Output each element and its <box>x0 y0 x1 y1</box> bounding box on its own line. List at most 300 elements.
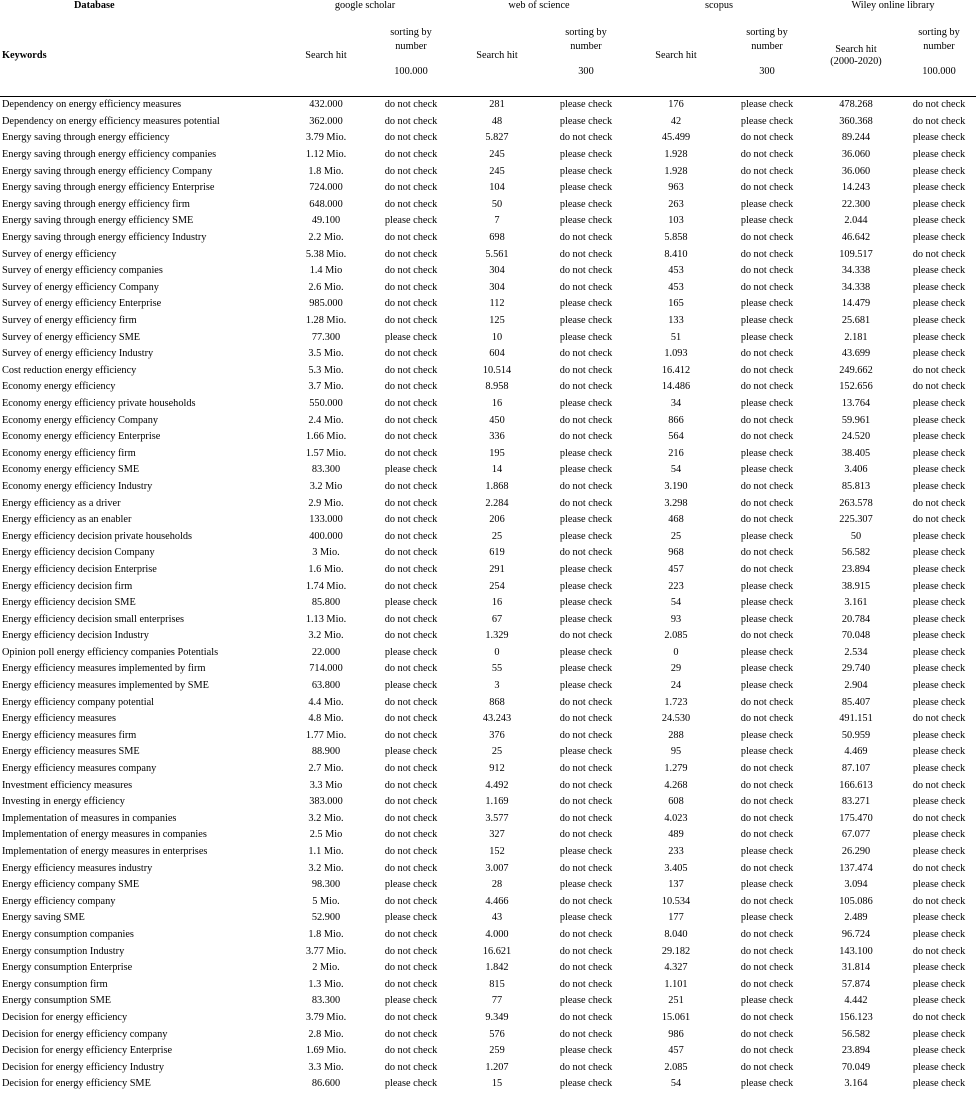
web-of-science-sorting-cell: please check <box>559 149 613 161</box>
web-of-science-hits-cell: 604 <box>489 348 505 360</box>
wiley-sorting-cell: please check <box>912 928 966 940</box>
table-row <box>0 445 976 462</box>
google-scholar-hits-cell: 1.4 Mio <box>309 265 343 277</box>
wiley-sorting-cell: do not check <box>912 862 966 874</box>
wiley-sorting-cell: please check <box>912 563 966 575</box>
google-scholar-hits-cell: 86.600 <box>311 1078 341 1090</box>
table-row <box>0 313 976 330</box>
wiley-hits-cell: 89.244 <box>841 132 871 144</box>
web-of-science-hits-cell: 4.492 <box>485 779 509 791</box>
scopus-hits-cell: 24.530 <box>661 713 691 725</box>
web-of-science-hits-cell: 304 <box>489 265 505 277</box>
wiley-hits-cell: 50.959 <box>841 729 871 741</box>
web-of-science-hits-cell: 10.514 <box>482 364 512 376</box>
web-of-science-hits-cell: 43.243 <box>482 713 512 725</box>
scopus-sorting-cell: do not check <box>740 381 794 393</box>
web-of-science-hits-cell: 77 <box>491 995 503 1007</box>
web-of-science-hits-cell: 281 <box>489 99 505 111</box>
wiley-hits-cell: 2.181 <box>844 331 868 343</box>
table-row <box>0 844 976 861</box>
web-of-science-sorting-cell: do not check <box>559 630 613 642</box>
wiley-sorting-cell: please check <box>912 480 966 492</box>
wiley-sorting-cell: please check <box>912 315 966 327</box>
google-scholar-sorting-cell: do not check <box>384 1061 438 1073</box>
google-scholar-sorting-cell: please check <box>384 646 438 658</box>
wiley-sorting-cell: do not check <box>912 115 966 127</box>
wiley-sorting-cell: please check <box>912 646 966 658</box>
table-row <box>0 993 976 1010</box>
wiley-sorting-cell: please check <box>912 995 966 1007</box>
google-scholar-sorting-cell: do not check <box>384 497 438 509</box>
wiley-hits-cell: 31.814 <box>841 962 871 974</box>
wiley-hits-cell: 156.123 <box>839 1011 873 1023</box>
wiley-hits-cell: 70.048 <box>841 630 871 642</box>
web-of-science-hits-cell: 206 <box>489 514 505 526</box>
wiley-hits-cell: 24.520 <box>841 431 871 443</box>
table-row <box>0 528 976 545</box>
scopus-sorting-cell: please check <box>740 879 794 891</box>
keyword-cell: Energy efficiency decision Enterprise <box>2 563 157 575</box>
keyword-cell: Decision for energy efficiency SME <box>2 1078 151 1090</box>
google-scholar-sorting-cell: do not check <box>384 895 438 907</box>
keyword-cell: Energy efficiency measures company <box>2 763 157 775</box>
web-of-science-sorting-cell: do not check <box>559 1028 613 1040</box>
table-row <box>0 114 976 131</box>
google-scholar-sorting-cell: do not check <box>384 663 438 675</box>
scopus-hits-cell: 42 <box>670 115 682 127</box>
google-scholar-sorting-cell: do not check <box>384 563 438 575</box>
database-scopus: scopus <box>704 0 734 11</box>
web-of-science-sorting-cell: please check <box>559 646 613 658</box>
web-of-science-hits-cell: 1.842 <box>485 962 509 974</box>
table-row <box>0 412 976 429</box>
google-scholar-sorting-cell: please check <box>384 215 438 227</box>
scopus-hits-cell: 2.085 <box>664 630 688 642</box>
scopus-sorting-cell: do not check <box>740 796 794 808</box>
google-scholar-sorting-cell: do not check <box>384 779 438 791</box>
wiley-sorting-cell: do not check <box>912 381 966 393</box>
wiley-hits-cell: 26.290 <box>841 846 871 858</box>
sorting-threshold: 100.000 <box>394 66 428 77</box>
web-of-science-hits-cell: 576 <box>489 1028 505 1040</box>
google-scholar-hits-cell: 83.300 <box>311 464 341 476</box>
keyword-cell: Energy saving through energy efficiency SME <box>2 215 194 227</box>
google-scholar-sorting-cell: do not check <box>384 829 438 841</box>
google-scholar-hits-cell: 3.2 Mio. <box>308 862 344 874</box>
wiley-hits-cell: 22.300 <box>841 198 871 210</box>
keyword-cell: Survey of energy efficiency companies <box>2 265 163 277</box>
google-scholar-hits-cell: 1.69 Mio. <box>305 1045 347 1057</box>
scopus-sorting-cell: please check <box>740 397 794 409</box>
scopus-sorting-cell: do not check <box>740 514 794 526</box>
keyword-cell: Energy efficiency company <box>2 895 116 907</box>
web-of-science-sorting-cell: do not check <box>559 862 613 874</box>
sorting-threshold: 300 <box>759 66 775 77</box>
keyword-cell: Energy consumption Enterprise <box>2 962 133 974</box>
web-of-science-hits-cell: 327 <box>489 829 505 841</box>
web-of-science-sorting-cell: please check <box>559 115 613 127</box>
wiley-sorting-cell: do not check <box>912 248 966 260</box>
table-row <box>0 578 976 595</box>
wiley-hits-cell: 14.243 <box>841 182 871 194</box>
table-row <box>0 827 976 844</box>
google-scholar-sorting-cell: do not check <box>384 414 438 426</box>
scopus-sorting-cell: please check <box>740 613 794 625</box>
wiley-sorting-cell: please check <box>912 132 966 144</box>
wiley-sorting-cell: do not check <box>912 514 966 526</box>
table-row <box>0 545 976 562</box>
google-scholar-sorting-cell: do not check <box>384 165 438 177</box>
table-row <box>0 744 976 761</box>
scopus-hits-cell: 564 <box>668 431 684 443</box>
scopus-hits-cell: 10.534 <box>661 895 691 907</box>
wiley-hits-cell: 3.164 <box>844 1078 868 1090</box>
google-scholar-hits-cell: 1.6 Mio. <box>308 563 344 575</box>
google-scholar-sorting-cell: please check <box>384 331 438 343</box>
google-scholar-hits-cell: 3.2 Mio. <box>308 812 344 824</box>
scopus-hits-cell: 1.101 <box>664 978 688 990</box>
web-of-science-hits-cell: 259 <box>489 1045 505 1057</box>
web-of-science-sorting-cell: please check <box>559 198 613 210</box>
wiley-hits-cell: 34.338 <box>841 281 871 293</box>
google-scholar-hits-cell: 5.3 Mio. <box>308 364 344 376</box>
scopus-hits-cell: 54 <box>670 1078 682 1090</box>
wiley-hits-cell: 85.407 <box>841 696 871 708</box>
scopus-hits-cell: 288 <box>668 729 684 741</box>
web-of-science-sorting-cell: please check <box>559 1078 613 1090</box>
google-scholar-hits-cell: 1.28 Mio. <box>305 315 347 327</box>
google-scholar-hits-cell: 985.000 <box>309 298 343 310</box>
scopus-hits-cell: 216 <box>668 447 684 459</box>
wiley-sorting-cell: do not check <box>912 895 966 907</box>
wiley-hits-cell: 225.307 <box>839 514 873 526</box>
wiley-hits-cell: 2.534 <box>844 646 868 658</box>
web-of-science-hits-cell: 376 <box>489 729 505 741</box>
scopus-hits-cell: 93 <box>670 613 682 625</box>
wiley-hits-cell: 56.582 <box>841 547 871 559</box>
google-scholar-sorting-cell: do not check <box>384 348 438 360</box>
web-of-science-sorting-cell: do not check <box>559 796 613 808</box>
google-scholar-sorting-cell: do not check <box>384 381 438 393</box>
search-hit-header: Search hit <box>628 16 724 97</box>
scopus-sorting-cell: do not check <box>740 630 794 642</box>
web-of-science-hits-cell: 14 <box>491 464 503 476</box>
scopus-sorting-cell: please check <box>740 729 794 741</box>
web-of-science-hits-cell: 1.329 <box>485 630 509 642</box>
wiley-hits-cell: 360.368 <box>839 115 873 127</box>
keyword-cell: Investment efficiency measures <box>2 779 133 791</box>
google-scholar-hits-cell: 1.77 Mio. <box>305 729 347 741</box>
wiley-hits-cell: 23.894 <box>841 563 871 575</box>
wiley-sorting-cell: please check <box>912 198 966 210</box>
google-scholar-sorting-cell: do not check <box>384 978 438 990</box>
table-row <box>0 860 976 877</box>
google-scholar-sorting-cell: do not check <box>384 580 438 592</box>
scopus-hits-cell: 457 <box>668 563 684 575</box>
web-of-science-sorting-cell: do not check <box>559 1061 613 1073</box>
google-scholar-hits-cell: 1.66 Mio. <box>305 431 347 443</box>
table-row <box>0 246 976 263</box>
google-scholar-sorting-cell: do not check <box>384 962 438 974</box>
web-of-science-sorting-cell: do not check <box>559 348 613 360</box>
scopus-sorting-cell: do not check <box>740 563 794 575</box>
keyword-cell: Energy saving through energy efficiency Company <box>2 165 213 177</box>
keyword-cell: Decision for energy efficiency Industry <box>2 1061 165 1073</box>
table-row <box>0 329 976 346</box>
scopus-hits-cell: 608 <box>668 796 684 808</box>
web-of-science-hits-cell: 152 <box>489 846 505 858</box>
scopus-hits-cell: 29 <box>670 663 682 675</box>
table-row <box>0 595 976 612</box>
scopus-hits-cell: 233 <box>668 846 684 858</box>
google-scholar-sorting-cell: do not check <box>384 530 438 542</box>
scopus-sorting-cell: please check <box>740 646 794 658</box>
web-of-science-sorting-cell: do not check <box>559 713 613 725</box>
web-of-science-hits-cell: 125 <box>489 315 505 327</box>
google-scholar-hits-cell: 5 Mio. <box>312 895 340 907</box>
google-scholar-sorting-cell: do not check <box>384 132 438 144</box>
wiley-sorting-cell: please check <box>912 165 966 177</box>
keyword-cell: Survey of energy efficiency Industry <box>2 348 154 360</box>
keyword-cell: Energy efficiency company potential <box>2 696 155 708</box>
scopus-sorting-cell: do not check <box>740 713 794 725</box>
scopus-sorting-cell: please check <box>740 331 794 343</box>
web-of-science-hits-cell: 7 <box>494 215 500 227</box>
web-of-science-sorting-cell: please check <box>559 1045 613 1057</box>
table-row <box>0 628 976 645</box>
google-scholar-hits-cell: 1.3 Mio. <box>308 978 344 990</box>
table-row <box>0 645 976 662</box>
keyword-cell: Energy efficiency decision Company <box>2 547 155 559</box>
google-scholar-hits-cell: 2.9 Mio. <box>308 497 344 509</box>
google-scholar-hits-cell: 383.000 <box>309 796 343 808</box>
sorting-header: sorting by number 100.000 <box>902 16 976 97</box>
wiley-hits-cell: 3.161 <box>844 597 868 609</box>
google-scholar-sorting-cell: do not check <box>384 945 438 957</box>
web-of-science-sorting-cell: please check <box>559 315 613 327</box>
wiley-sorting-cell: please check <box>912 215 966 227</box>
scopus-hits-cell: 45.499 <box>661 132 691 144</box>
google-scholar-hits-cell: 5.38 Mio. <box>305 248 347 260</box>
keyword-cell: Energy efficiency measures implemented by firm <box>2 663 206 675</box>
google-scholar-sorting-cell: do not check <box>384 115 438 127</box>
google-scholar-sorting-cell: do not check <box>384 397 438 409</box>
table-row <box>0 960 976 977</box>
web-of-science-sorting-cell: do not check <box>559 928 613 940</box>
table-row <box>0 761 976 778</box>
wiley-sorting-cell: please check <box>912 1078 966 1090</box>
scopus-sorting-cell: do not check <box>740 547 794 559</box>
table-row <box>0 363 976 380</box>
google-scholar-hits-cell: 1.1 Mio. <box>308 846 344 858</box>
google-scholar-sorting-cell: do not check <box>384 630 438 642</box>
google-scholar-hits-cell: 1.74 Mio. <box>305 580 347 592</box>
keyword-cell: Economy energy efficiency private households <box>2 397 196 409</box>
web-of-science-hits-cell: 16.621 <box>482 945 512 957</box>
keyword-cell: Energy saving SME <box>2 912 85 924</box>
table-row <box>0 1059 976 1076</box>
web-of-science-hits-cell: 245 <box>489 149 505 161</box>
google-scholar-hits-cell: 98.300 <box>311 879 341 891</box>
wiley-sorting-cell: please check <box>912 431 966 443</box>
google-scholar-hits-cell: 3.79 Mio. <box>305 1011 347 1023</box>
keyword-cell: Economy energy efficiency Company <box>2 414 159 426</box>
wiley-hits-cell: 166.613 <box>839 779 873 791</box>
scopus-sorting-cell: do not check <box>740 928 794 940</box>
wiley-hits-cell: 263.578 <box>839 497 873 509</box>
scopus-hits-cell: 986 <box>668 1028 684 1040</box>
web-of-science-hits-cell: 195 <box>489 447 505 459</box>
web-of-science-sorting-cell: please check <box>559 165 613 177</box>
google-scholar-hits-cell: 2.2 Mio. <box>308 232 344 244</box>
google-scholar-hits-cell: 724.000 <box>309 182 343 194</box>
web-of-science-hits-cell: 16 <box>491 597 503 609</box>
scopus-hits-cell: 4.327 <box>664 962 688 974</box>
web-of-science-hits-cell: 912 <box>489 763 505 775</box>
wiley-sorting-cell: please check <box>912 447 966 459</box>
google-scholar-hits-cell: 88.900 <box>311 746 341 758</box>
wiley-sorting-cell: do not check <box>912 812 966 824</box>
web-of-science-sorting-cell: please check <box>559 215 613 227</box>
table-row <box>0 678 976 695</box>
web-of-science-hits-cell: 4.466 <box>485 895 509 907</box>
table-row <box>0 976 976 993</box>
wiley-hits-cell: 3.094 <box>844 879 868 891</box>
web-of-science-hits-cell: 4.000 <box>485 928 509 940</box>
google-scholar-hits-cell: 2.5 Mio <box>309 829 343 841</box>
wiley-hits-cell: 87.107 <box>841 763 871 775</box>
wiley-sorting-cell: please check <box>912 630 966 642</box>
google-scholar-hits-cell: 22.000 <box>311 646 341 658</box>
google-scholar-sorting-cell: do not check <box>384 928 438 940</box>
google-scholar-sorting-cell: do not check <box>384 480 438 492</box>
web-of-science-sorting-cell: please check <box>559 597 613 609</box>
wiley-hits-cell: 4.442 <box>844 995 868 1007</box>
google-scholar-sorting-cell: do not check <box>384 99 438 111</box>
table-row <box>0 479 976 496</box>
scopus-sorting-cell: do not check <box>740 182 794 194</box>
web-of-science-sorting-cell: please check <box>559 879 613 891</box>
wiley-hits-cell: 2.489 <box>844 912 868 924</box>
table-row <box>0 661 976 678</box>
keyword-cell: Implementation of measures in companies <box>2 812 177 824</box>
keyword-cell: Energy efficiency as an enabler <box>2 514 132 526</box>
google-scholar-hits-cell: 49.100 <box>311 215 341 227</box>
wiley-hits-cell: 3.406 <box>844 464 868 476</box>
wiley-sorting-cell: please check <box>912 729 966 741</box>
table-row <box>0 97 976 114</box>
wiley-sorting-cell: please check <box>912 182 966 194</box>
table-body <box>0 97 976 1093</box>
google-scholar-hits-cell: 3.5 Mio. <box>308 348 344 360</box>
scopus-sorting-cell: please check <box>740 995 794 1007</box>
scopus-hits-cell: 4.023 <box>664 812 688 824</box>
google-scholar-hits-cell: 133.000 <box>309 514 343 526</box>
wiley-sorting-cell: do not check <box>912 497 966 509</box>
scopus-hits-cell: 223 <box>668 580 684 592</box>
keyword-cell: Economy energy efficiency firm <box>2 447 136 459</box>
wiley-hits-cell: 46.642 <box>841 232 871 244</box>
scopus-sorting-cell: please check <box>740 530 794 542</box>
web-of-science-hits-cell: 112 <box>489 298 505 310</box>
scopus-sorting-cell: do not check <box>740 763 794 775</box>
scopus-hits-cell: 1.279 <box>664 763 688 775</box>
wiley-sorting-cell: please check <box>912 348 966 360</box>
scopus-sorting-cell: do not check <box>740 497 794 509</box>
table-row <box>0 910 976 927</box>
web-of-science-sorting-cell: do not check <box>559 829 613 841</box>
web-of-science-sorting-cell: do not check <box>559 895 613 907</box>
web-of-science-sorting-cell: please check <box>559 530 613 542</box>
google-scholar-sorting-cell: do not check <box>384 729 438 741</box>
wiley-sorting-cell: please check <box>912 696 966 708</box>
scopus-hits-cell: 24 <box>670 680 682 692</box>
scopus-sorting-cell: do not check <box>740 812 794 824</box>
google-scholar-hits-cell: 3.7 Mio. <box>308 381 344 393</box>
wiley-hits-cell: 152.656 <box>839 381 873 393</box>
wiley-hits-cell: 14.479 <box>841 298 871 310</box>
keyword-cell: Energy efficiency measures <box>2 713 116 725</box>
scopus-sorting-cell: do not check <box>740 945 794 957</box>
wiley-hits-cell: 491.151 <box>839 713 873 725</box>
web-of-science-hits-cell: 0 <box>494 646 500 658</box>
scopus-hits-cell: 95 <box>670 746 682 758</box>
web-of-science-hits-cell: 5.827 <box>485 132 509 144</box>
web-of-science-hits-cell: 10 <box>491 331 503 343</box>
scopus-hits-cell: 176 <box>668 99 684 111</box>
scopus-sorting-cell: do not check <box>740 480 794 492</box>
web-of-science-hits-cell: 1.868 <box>485 480 509 492</box>
wiley-hits-cell: 2.904 <box>844 680 868 692</box>
google-scholar-hits-cell: 52.900 <box>311 912 341 924</box>
google-scholar-sorting-cell: do not check <box>384 846 438 858</box>
keyword-cell: Survey of energy efficiency firm <box>2 315 137 327</box>
web-of-science-sorting-cell: do not check <box>559 696 613 708</box>
web-of-science-hits-cell: 15 <box>491 1078 503 1090</box>
web-of-science-hits-cell: 2.284 <box>485 497 509 509</box>
keyword-cell: Survey of energy efficiency SME <box>2 331 141 343</box>
sorting-header: sorting by number 100.000 <box>372 16 450 97</box>
web-of-science-sorting-cell: please check <box>559 580 613 592</box>
wiley-sorting-cell: please check <box>912 580 966 592</box>
keyword-cell: Energy saving through energy efficiency firm <box>2 198 190 210</box>
google-scholar-sorting-cell: do not check <box>384 1028 438 1040</box>
google-scholar-sorting-cell: please check <box>384 879 438 891</box>
google-scholar-sorting-cell: do not check <box>384 713 438 725</box>
web-of-science-hits-cell: 28 <box>491 879 503 891</box>
keyword-cell: Energy efficiency company SME <box>2 879 140 891</box>
scopus-hits-cell: 103 <box>668 215 684 227</box>
wiley-sorting-cell: please check <box>912 1028 966 1040</box>
google-scholar-hits-cell: 362.000 <box>309 115 343 127</box>
scopus-hits-cell: 177 <box>668 912 684 924</box>
wiley-sorting-cell: please check <box>912 397 966 409</box>
scopus-sorting-cell: do not check <box>740 132 794 144</box>
google-scholar-sorting-cell: do not check <box>384 1045 438 1057</box>
wiley-sorting-cell: do not check <box>912 779 966 791</box>
table-row <box>0 130 976 147</box>
scopus-hits-cell: 453 <box>668 281 684 293</box>
scopus-hits-cell: 51 <box>670 331 682 343</box>
wiley-hits-cell: 25.681 <box>841 315 871 327</box>
scopus-hits-cell: 16.412 <box>661 364 691 376</box>
google-scholar-sorting-cell: do not check <box>384 796 438 808</box>
web-of-science-hits-cell: 336 <box>489 431 505 443</box>
scopus-sorting-cell: do not check <box>740 862 794 874</box>
keyword-cell: Survey of energy efficiency Enterprise <box>2 298 162 310</box>
table-row <box>0 296 976 313</box>
wiley-sorting-cell: please check <box>912 746 966 758</box>
